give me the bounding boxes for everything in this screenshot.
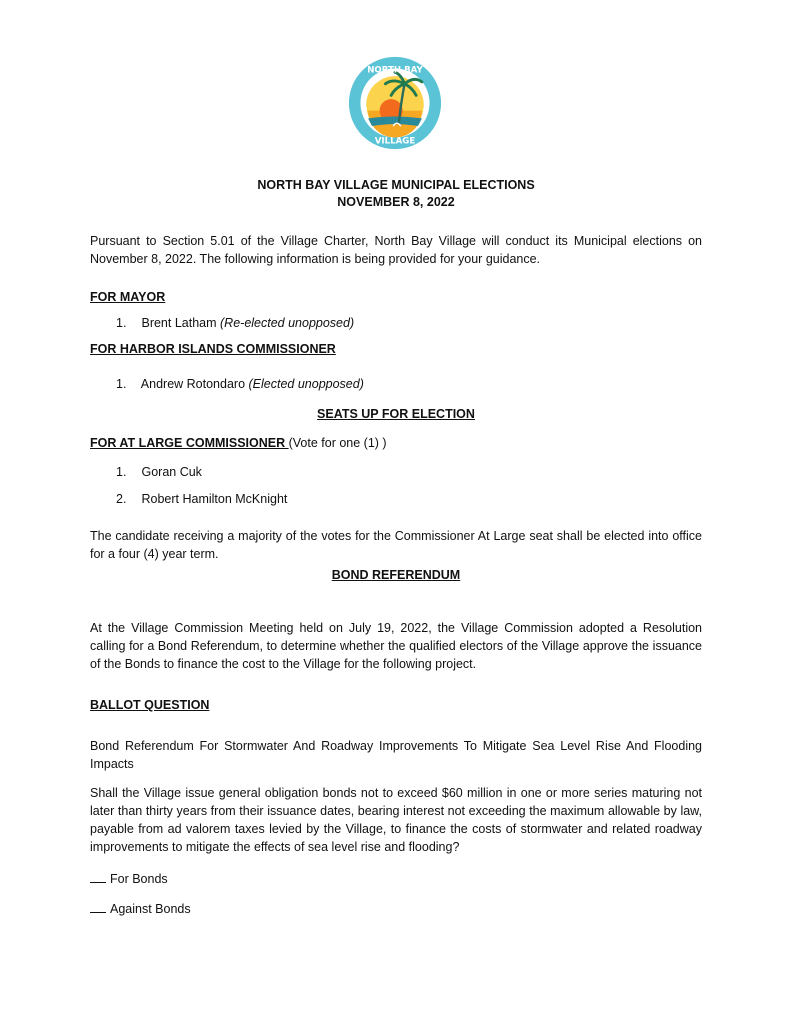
- answer-blank[interactable]: [90, 900, 106, 913]
- candidate-name: Robert Hamilton McKnight: [141, 492, 288, 506]
- candidate-name: Brent Latham: [141, 316, 217, 330]
- option-label: For Bonds: [110, 872, 168, 886]
- election-date: NOVEMBER 8, 2022: [337, 195, 455, 209]
- mayor-heading: FOR MAYOR: [90, 290, 166, 304]
- ballot-question-text: Shall the Village issue general obligation bonds not to exceed $60 million in one or more series maturing not later than thirty years from their issuance dates, bearing interest not exceeding the maximum allowable by law, payable from ad valorem taxes levied by the Village, to finance the costs of stormwater and related roadway improvements to mitigate the effects of sea level rise and flooding?: [90, 786, 702, 854]
- harbor-candidate: [116, 375, 364, 393]
- ballot-option-against[interactable]: [90, 900, 191, 918]
- svg-text:19: 19: [361, 107, 368, 113]
- svg-text:45: 45: [422, 107, 429, 113]
- intro-paragraph: Pursuant to Section 5.01 of the Village Charter, North Bay Village will conduct its Municipal elections on November 8, 2022. The following information is being provided for your guidance.: [90, 234, 702, 266]
- option-label: Against Bonds: [110, 902, 191, 916]
- ballot-option-for[interactable]: [90, 870, 168, 888]
- list-number: 1.: [116, 465, 127, 479]
- harbor-commissioner-heading: FOR HARBOR ISLANDS COMMISSIONER: [90, 342, 336, 356]
- list-number: 1.: [116, 377, 127, 391]
- document-title: NORTH BAY VILLAGE MUNICIPAL ELECTIONS: [257, 178, 535, 192]
- vote-note: (Vote for one (1) ): [288, 436, 387, 450]
- ballot-question-title: Bond Referendum For Stormwater And Roadway Improvements To Mitigate Sea Level Rise And Flooding Impacts: [90, 739, 702, 771]
- at-large-paragraph: The candidate receiving a majority of the votes for the Commissioner At Large seat shall be elected into office for a four (4) year term.: [90, 529, 702, 561]
- at-large-heading-line: [90, 434, 387, 452]
- mayor-candidate: [116, 314, 354, 332]
- list-number: 2.: [116, 492, 127, 506]
- north-bay-village-logo: [347, 55, 443, 151]
- bond-referendum-heading: BOND REFERENDUM: [331, 568, 461, 582]
- answer-blank[interactable]: [90, 870, 106, 883]
- at-large-heading: FOR AT LARGE COMMISSIONER: [90, 436, 289, 450]
- at-large-candidate: [116, 490, 287, 508]
- at-large-candidate: [116, 463, 202, 481]
- candidate-note: (Re-elected unopposed): [220, 316, 355, 330]
- list-number: 1.: [116, 316, 127, 330]
- svg-text:VILLAGE: VILLAGE: [374, 136, 416, 147]
- candidate-name: Andrew Rotondaro: [140, 377, 246, 391]
- bond-paragraph: At the Village Commission Meeting held on July 19, 2022, the Village Commission adopted a Resolution calling for a Bond Referendum, to determine whether the qualified electors of the Village approve the issuance of the Bonds to finance the cost to the Village for the following project.: [90, 621, 702, 671]
- seats-heading: SEATS UP FOR ELECTION: [317, 407, 475, 421]
- ballot-question-heading: BALLOT QUESTION: [90, 698, 210, 712]
- candidate-name: Goran Cuk: [141, 465, 202, 479]
- candidate-note: (Elected unopposed): [248, 377, 364, 391]
- svg-text:NORTH BAY: NORTH BAY: [367, 65, 423, 76]
